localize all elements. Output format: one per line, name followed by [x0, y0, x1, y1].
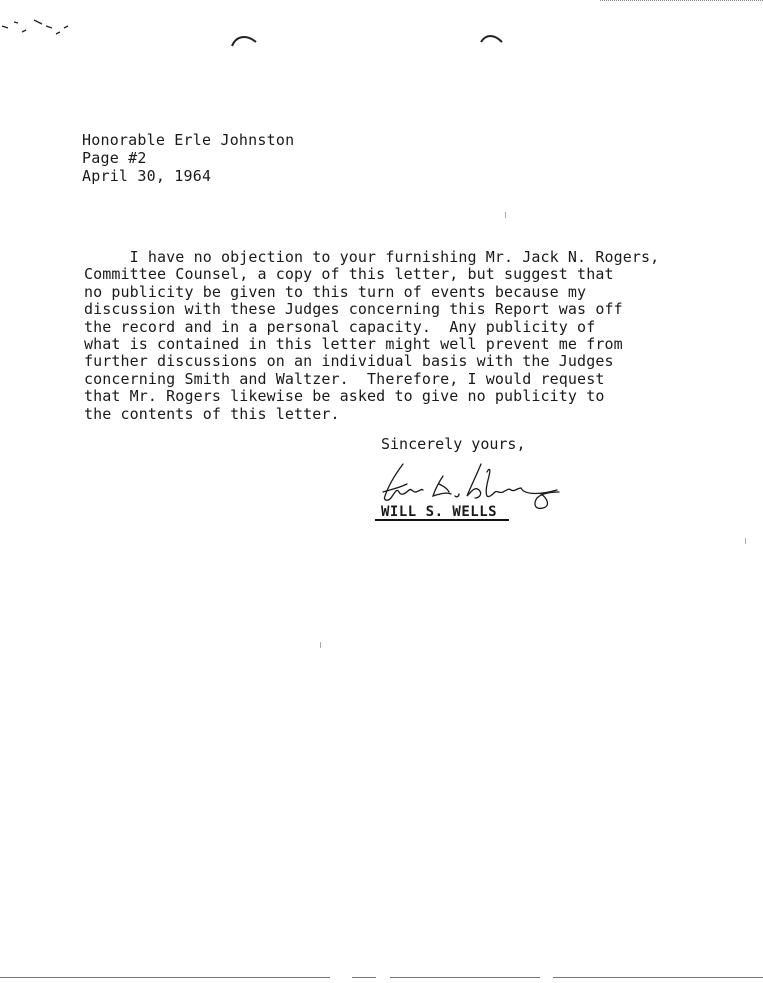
body-line: concerning Smith and Waltzer. Therefore, I would request: [84, 369, 605, 388]
bottom-scan-edge: [553, 977, 763, 978]
body-line: what is contained in this letter might well prevent me from: [84, 335, 623, 354]
corner-scan-marks: [0, 12, 75, 42]
punch-hole-mark-right: [478, 30, 506, 48]
bottom-scan-edge: [352, 977, 376, 978]
body-line: I have no objection to your furnishing Mr. Jack N. Rogers,: [84, 248, 660, 266]
body-line: the record and in a personal capacity. Any publicity of: [84, 317, 596, 336]
addressee-line: Honorable Erle Johnston: [82, 131, 295, 149]
body-line: no publicity be given to this turn of events because my: [84, 282, 587, 301]
body-line: Committee Counsel, a copy of this letter, but suggest that: [84, 265, 614, 284]
page-number-line: Page #2: [82, 149, 147, 167]
letter-body: [84, 249, 659, 423]
body-line: the contents of this letter.: [84, 404, 340, 423]
date-line: April 30, 1964: [82, 167, 212, 185]
scan-speck: [320, 642, 321, 648]
scan-edge-dots: [600, 0, 763, 4]
body-line: discussion with these Judges concerning this Report was off: [84, 300, 623, 319]
letter-header: [82, 131, 294, 185]
scan-speck: [745, 538, 746, 544]
bottom-scan-edge: [0, 977, 330, 978]
scan-speck: [505, 212, 506, 218]
punch-hole-mark-left: [228, 30, 260, 50]
body-line: that Mr. Rogers likewise be asked to give no publicity to: [84, 387, 605, 406]
signer-name: WILL S. WELLS: [381, 504, 498, 520]
bottom-scan-edge: [390, 977, 540, 978]
complimentary-close: Sincerely yours,: [381, 435, 526, 453]
body-line: further discussions on an individual basis with the Judges: [84, 352, 614, 371]
signature-underline: [375, 519, 509, 521]
